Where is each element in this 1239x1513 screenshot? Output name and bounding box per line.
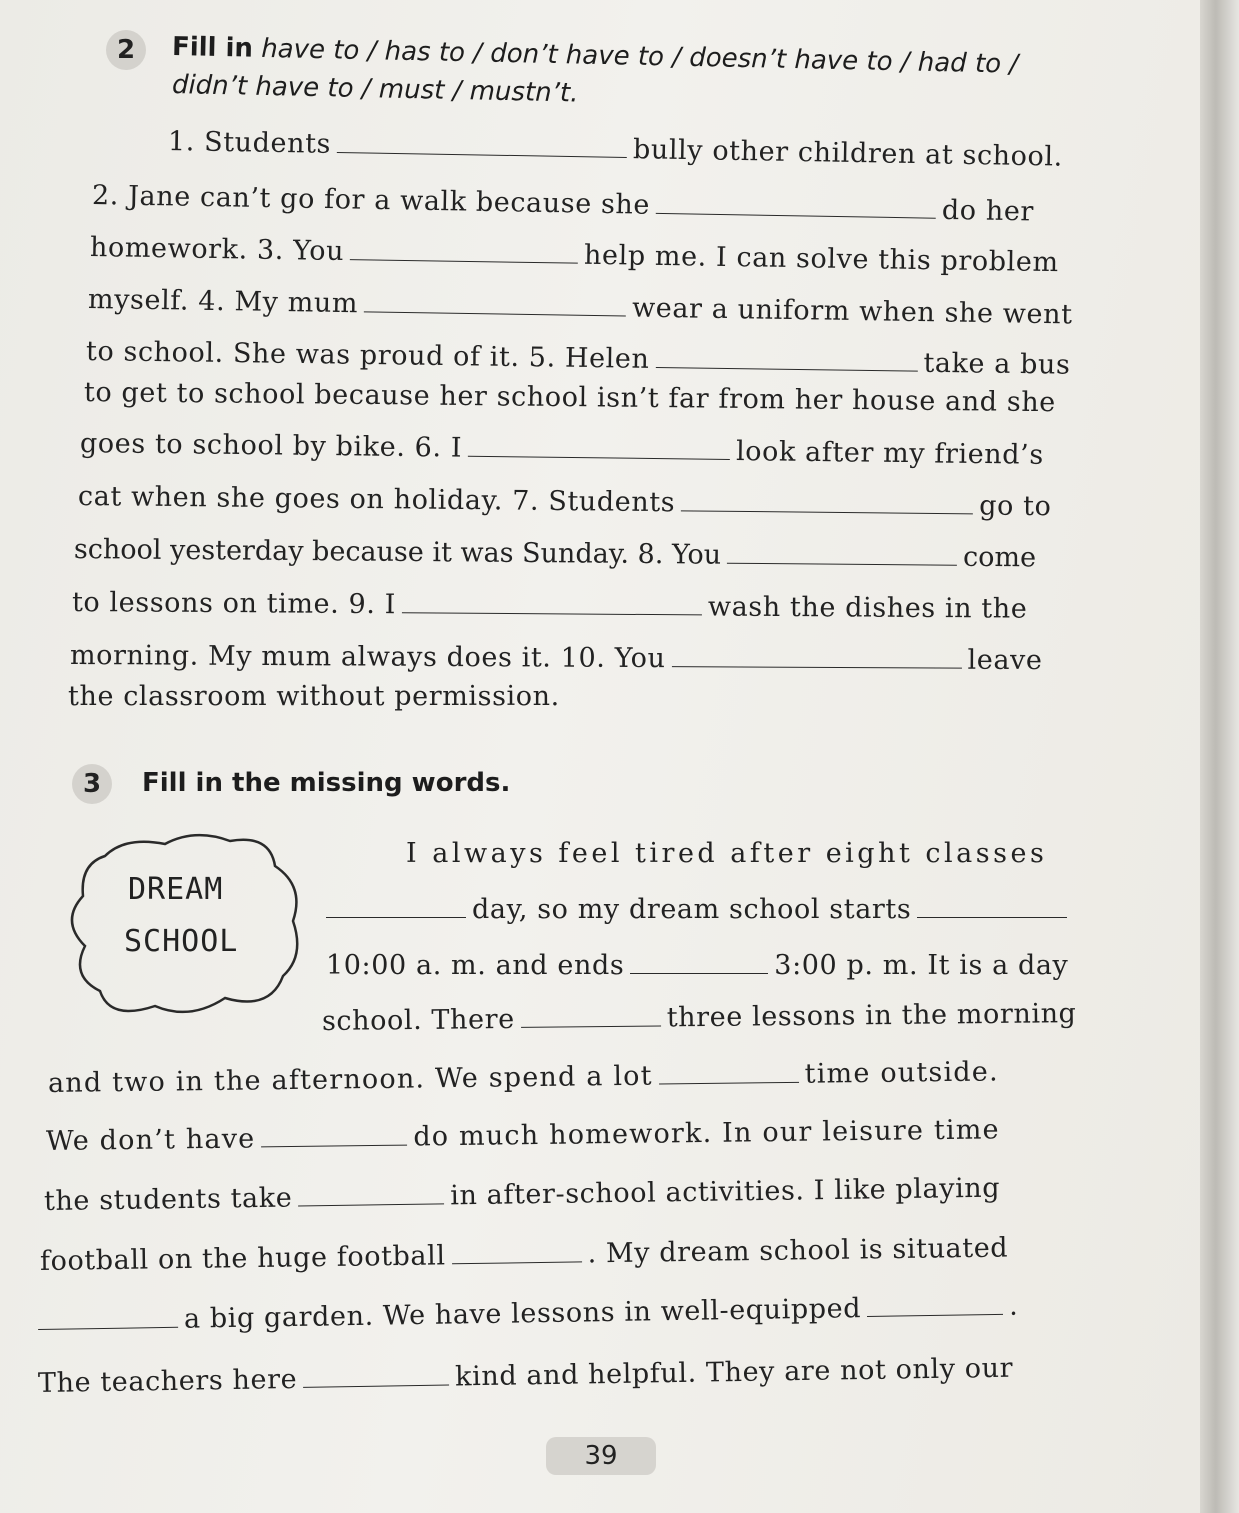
ex3-line-9: a big garden. We have lessons in well-equipped . <box>38 1291 1019 1337</box>
ex2-line-1: 1. Students bully other children at school. <box>167 126 1064 173</box>
ex2-line-10: to lessons on time. 9. I wash the dishes in the <box>71 587 1028 625</box>
ex2-line-3: homework. 3. You help me. I can solve this problem <box>89 232 1059 279</box>
blank[interactable] <box>656 191 936 219</box>
exercise-2-options-line2: didn’t have to / must / mustn’t. <box>171 70 579 109</box>
ex3-line-7: the students take in after-school activities. I like playing <box>43 1172 1001 1217</box>
ex2-line-2: 2. Jane can’t go for a walk because she do her <box>91 180 1035 228</box>
exercise-3-title: Fill in the missing words. <box>142 768 511 798</box>
blank[interactable] <box>468 434 730 460</box>
ex2-line-4: myself. 4. My mum wear a uniform when she went <box>87 284 1073 331</box>
blank[interactable] <box>303 1363 449 1388</box>
ex2-line-11: morning. My mum always does it. 10. You leave <box>69 640 1043 677</box>
exercise-3-number: 3 <box>72 764 112 804</box>
blank[interactable] <box>867 1292 1003 1317</box>
blank[interactable] <box>337 130 627 158</box>
ex3-line-6: We don’t have do much homework. In our leisure time <box>45 1114 1000 1157</box>
ex2-line-9: school yesterday because it was Sunday. 8. You come <box>73 534 1037 574</box>
blank[interactable] <box>655 345 917 372</box>
ex2-line-7: goes to school by bike. 6. I look after my friend’s <box>79 428 1044 471</box>
ex2-line-12: the classroom without permission. <box>68 681 560 712</box>
ex3-line-3: 10:00 a. m. and ends 3:00 p. m. It is a day <box>326 950 1069 981</box>
blank[interactable] <box>630 951 768 974</box>
blank[interactable] <box>261 1123 407 1148</box>
blank[interactable] <box>38 1305 178 1330</box>
blank[interactable] <box>364 289 626 316</box>
cloud-text-school: SCHOOL <box>124 924 239 959</box>
exercise-2-options-line1: have to / has to / don’t have to / doesn’t have to / had to / <box>260 33 1019 80</box>
ex3-line-2: day, so my dream school starts <box>326 894 1073 925</box>
blank[interactable] <box>521 1003 661 1027</box>
blank[interactable] <box>402 590 702 615</box>
page-edge <box>1200 0 1239 1513</box>
blank[interactable] <box>659 1060 799 1085</box>
blank[interactable] <box>727 541 957 566</box>
blank[interactable] <box>672 644 962 669</box>
ex3-line-1: I always feel tired after eight classes <box>406 838 1048 869</box>
blank[interactable] <box>350 237 578 264</box>
ex2-line-8: cat when she goes on holiday. 7. Students go to <box>77 481 1052 523</box>
ex3-line-10: The teachers here kind and helpful. They are not only our <box>37 1352 1014 1399</box>
blank[interactable] <box>298 1181 444 1206</box>
ex3-line-8: football on the huge football . My dream school is situated <box>39 1232 1009 1277</box>
ex2-line-6: to get to school because her school isn’t far from her house and she <box>83 377 1057 419</box>
ex3-line-5: and two in the afternoon. We spend a lot time outside. <box>47 1056 999 1099</box>
blank[interactable] <box>326 895 466 918</box>
blank[interactable] <box>917 895 1067 918</box>
ex3-line-4: school. There three lessons in the morning <box>321 998 1077 1037</box>
blank[interactable] <box>451 1239 581 1264</box>
exercise-2-number: 2 <box>106 30 146 70</box>
blank[interactable] <box>681 488 973 514</box>
ex2-line-5: to school. She was proud of it. 5. Helen take a bus <box>85 336 1071 381</box>
page-number: 39 <box>546 1437 656 1475</box>
cloud-text-dream: DREAM <box>128 872 224 907</box>
exercise-2-title: Fill in <box>171 32 254 64</box>
